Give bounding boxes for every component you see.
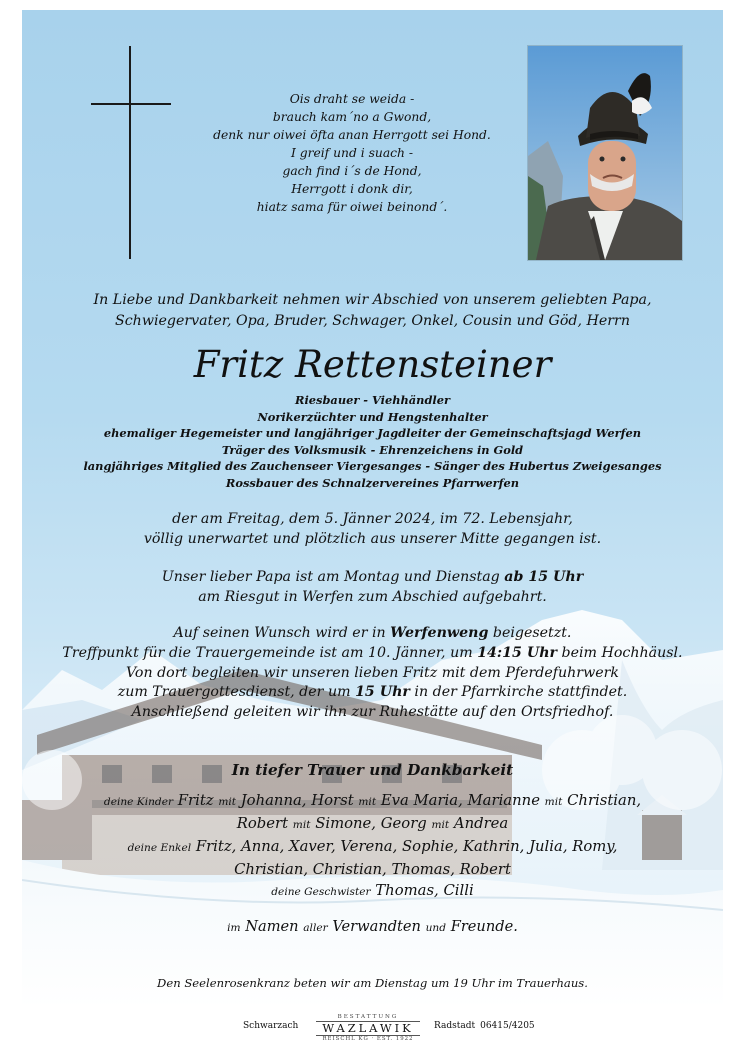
title-line: ehemaliger Hegemeister und langjähriger Jagdleiter der Gemeinschaftsjagd Werfen — [103, 426, 642, 441]
children-line-1: deine Kinder Fritz mit Johanna, Horst mit Eva Maria, Marianne mit Christian, — [103, 792, 642, 809]
poem-line: hiatz sama für oiwei beinond´. — [256, 200, 448, 214]
title-line: Rossbauer des Schnalzervereines Pfarrwerfen — [225, 475, 520, 490]
poem-line: Herrgott i donk dir, — [291, 182, 413, 196]
relatives-text: im Namen aller Verwandten und Freunde. — [227, 918, 518, 935]
deceased-name: Fritz Rettensteiner — [193, 343, 552, 386]
viewing-line-2: am Riesgut in Werfen zum Abschied aufgebahrt. — [198, 589, 547, 605]
death-line: der am Freitag, dem 5. Jänner 2024, im 72. Lebensjahr, — [172, 511, 573, 527]
burial-line-5: Anschließend geleiten wir ihn zur Ruhestätte auf den Ortsfriedhof. — [131, 704, 614, 721]
parte-card — [22, 10, 723, 1009]
death-notice — [22, 509, 723, 549]
intro-line: In Liebe und Dankbarkeit nehmen wir Abschied von unserem geliebten Papa, — [93, 292, 652, 308]
poem-line: I greif und i suach - — [290, 146, 414, 160]
poem — [202, 90, 502, 216]
footer-location-right — [434, 1021, 535, 1031]
title-line: Träger des Volksmusik - Ehrenzeichens in Gold — [221, 442, 524, 457]
family-list — [22, 790, 723, 903]
portrait-photo — [528, 46, 682, 260]
cross-icon — [129, 46, 131, 259]
footer-location-left: Schwarzach — [243, 1021, 299, 1031]
footer — [0, 1014, 750, 1042]
logo-bottom-text: REISCHL KG · EST. 1922 — [322, 1036, 414, 1042]
poem-line: Ois draht se weida - — [289, 92, 415, 106]
rosary-notice: Den Seelenrosenkranz beten wir am Dienstag um 19 Uhr im Trauerhaus. — [157, 976, 588, 990]
grandchildren-line-1: deine Enkel Fritz, Anna, Xaver, Verena, Sophie, Kathrin, Julia, Romy, — [127, 838, 618, 855]
title-line: Riesbauer - Viehhändler — [295, 393, 450, 407]
poem-line: denk nur oiwei öfta anan Herrgott sei Hond. — [213, 128, 491, 142]
logo-top-text: BESTATTUNG — [337, 1014, 399, 1020]
siblings-line: deine Geschwister Thomas, Cilli — [271, 882, 474, 899]
relatives-line — [22, 917, 723, 938]
footer-phone: 06415/4205 — [480, 1021, 535, 1031]
burial-line-4: zum Trauergottesdienst, der um 15 Uhr in der Pfarrkirche stattfindet. — [117, 684, 628, 701]
poem-line: gach find i´s de Hond, — [282, 164, 422, 178]
intro-text — [22, 290, 723, 332]
burial-notice — [22, 624, 723, 723]
poem-line: brauch kam´no a Gwond, — [272, 110, 432, 124]
children-line-2: Robert mit Simone, Georg mit Andrea — [236, 815, 509, 832]
burial-line-3: Von dort begleiten wir unseren lieben Fritz mit dem Pferdefuhrwerk — [125, 664, 620, 681]
grandchildren-line-2: Christian, Christian, Thomas, Robert — [234, 861, 511, 878]
title-line: langjähriges Mitglied des Zauchenseer Viergesanges - Sänger des Hubertus Zweigesanges — [83, 459, 662, 474]
cross-icon-bar — [91, 103, 171, 105]
titles-list — [22, 392, 723, 492]
viewing-notice — [22, 567, 723, 607]
viewing-line-1: Unser lieber Papa ist am Montag und Dienstag ab 15 Uhr — [161, 569, 584, 585]
title-line: Norikerzüchter und Hengstenhalter — [257, 409, 488, 424]
death-line: völlig unerwartet und plötzlich aus unserer Mitte gegangen ist. — [143, 531, 602, 547]
intro-line: Schwiegervater, Opa, Bruder, Schwager, Onkel, Cousin und Göd, Herrn — [115, 313, 630, 329]
burial-line-2: Treffpunkt für die Trauergemeinde ist am 10. Jänner, um 14:15 Uhr beim Hochhäusl. — [62, 644, 683, 661]
footer-town: Radstadt — [434, 1021, 476, 1031]
logo-main-text: WAZLAWIK — [316, 1021, 420, 1036]
burial-line-1: Auf seinen Wunsch wird er in Werfenweng beigesetzt. — [173, 625, 572, 641]
funeral-home-logo — [316, 1014, 420, 1043]
mourning-heading: In tiefer Trauer und Dankbarkeit — [231, 761, 514, 779]
